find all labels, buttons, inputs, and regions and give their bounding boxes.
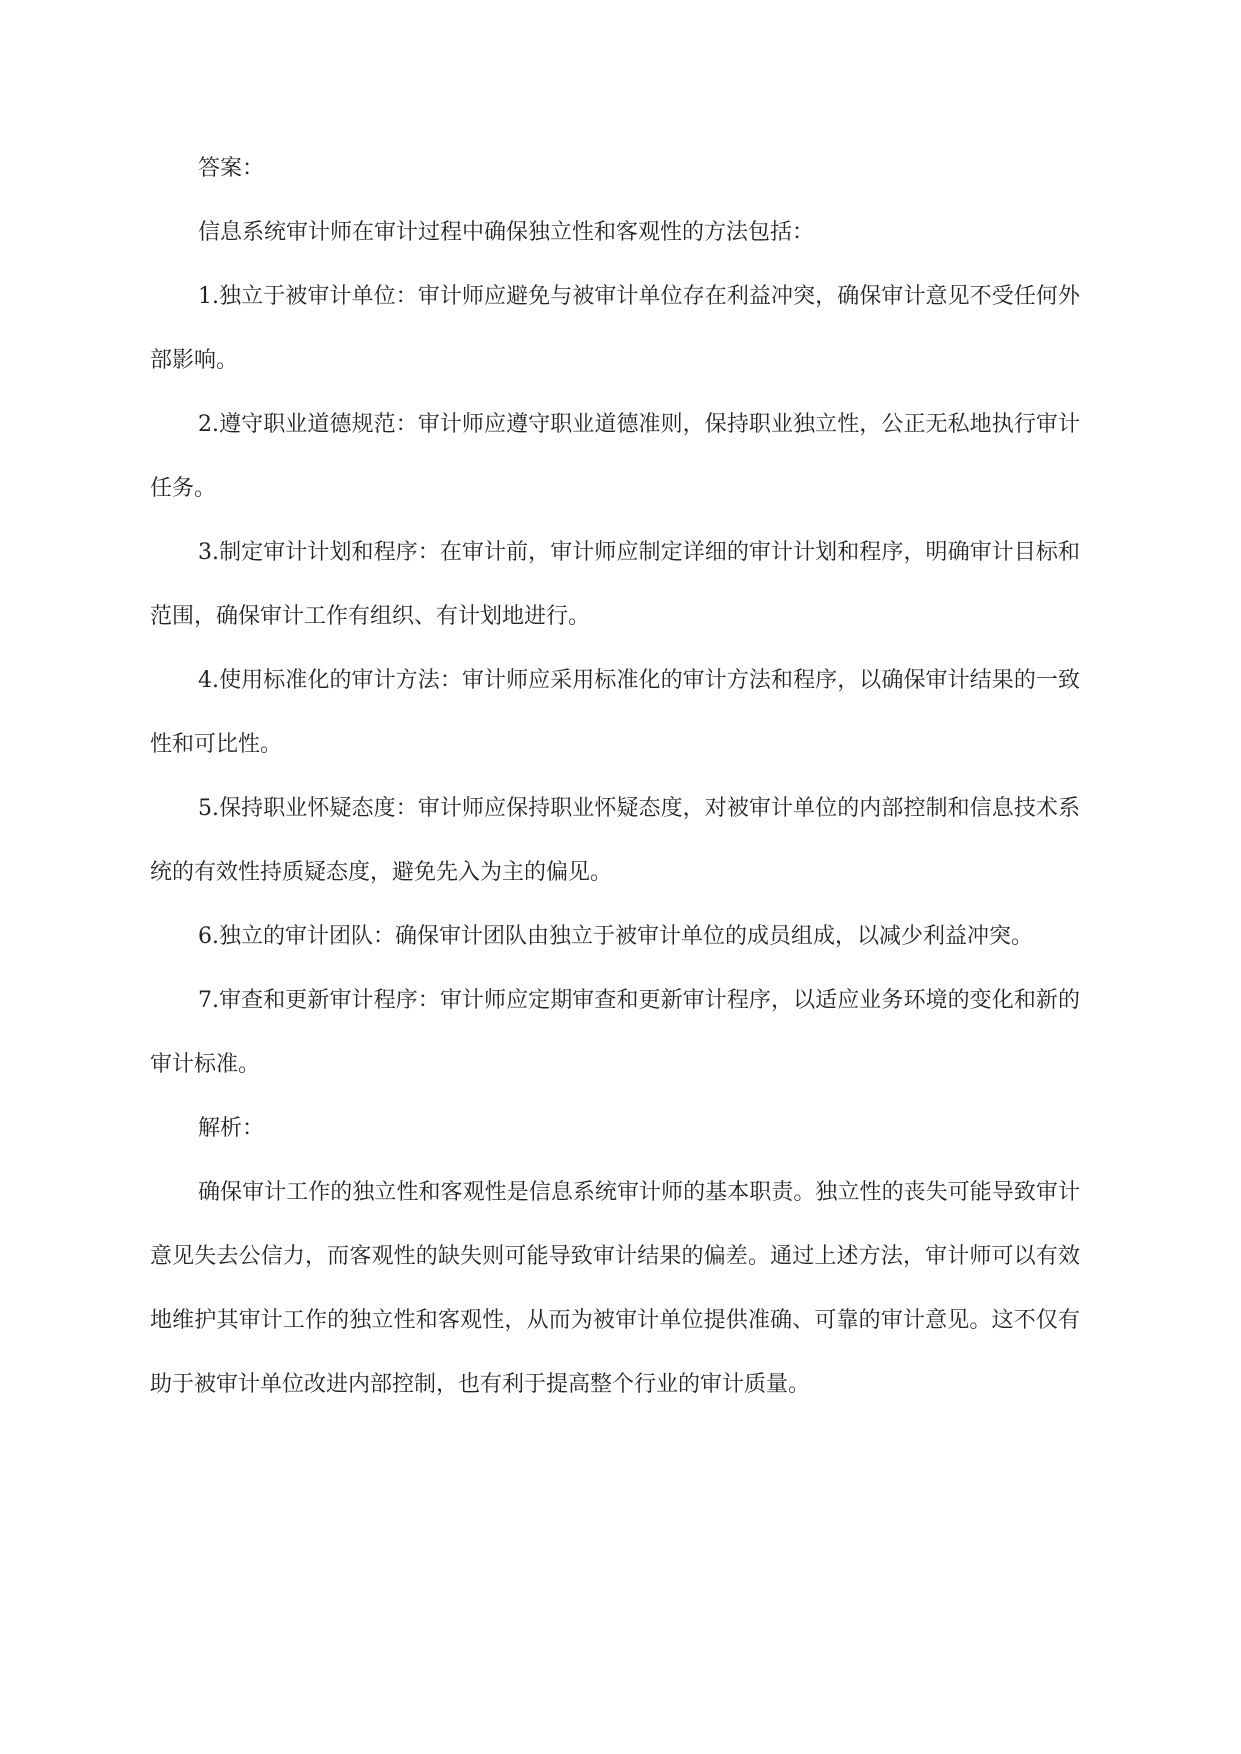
document-body — [150, 137, 1080, 1417]
list-item: 5.保持职业怀疑态度：审计师应保持职业怀疑态度，对被审计单位的内部控制和信息技术系统的有效性持质疑态度，避免先入为主的偏见。 — [150, 796, 1080, 885]
list-item: 1.独立于被审计单位：审计师应避免与被审计单位存在利益冲突，确保审计意见不受任何外部影响。 — [150, 284, 1080, 373]
analysis-paragraph: 确保审计工作的独立性和客观性是信息系统审计师的基本职责。独立性的丧失可能导致审计意见失去公信力，而客观性的缺失则可能导致审计结果的偏差。通过上述方法，审计师可以有效地维护其审计工作的独立性和客观性，从而为被审计单位提供准确、可靠的审计意见。这不仅有助于被审计单位改进内部控制，也有利于提高整个行业的审计质量。 — [150, 1180, 1080, 1397]
list-item: 3.制定审计计划和程序：在审计前，审计师应制定详细的审计计划和程序，明确审计目标和范围，确保审计工作有组织、有计划地进行。 — [150, 540, 1080, 629]
answer-heading: 答案： — [198, 156, 265, 181]
intro-paragraph: 信息系统审计师在审计过程中确保独立性和客观性的方法包括： — [198, 220, 815, 245]
list-item: 4.使用标准化的审计方法：审计师应采用标准化的审计方法和程序，以确保审计结果的一致性和可比性。 — [150, 668, 1080, 757]
analysis-heading: 解析： — [198, 1116, 265, 1141]
list-item: 7.审查和更新审计程序：审计师应定期审查和更新审计程序，以适应业务环境的变化和新的审计标准。 — [150, 988, 1080, 1077]
list-item: 2.遵守职业道德规范：审计师应遵守职业道德准则，保持职业独立性，公正无私地执行审计任务。 — [150, 412, 1080, 501]
list-item: 6.独立的审计团队：确保审计团队由独立于被审计单位的成员组成，以减少利益冲突。 — [198, 924, 1033, 949]
